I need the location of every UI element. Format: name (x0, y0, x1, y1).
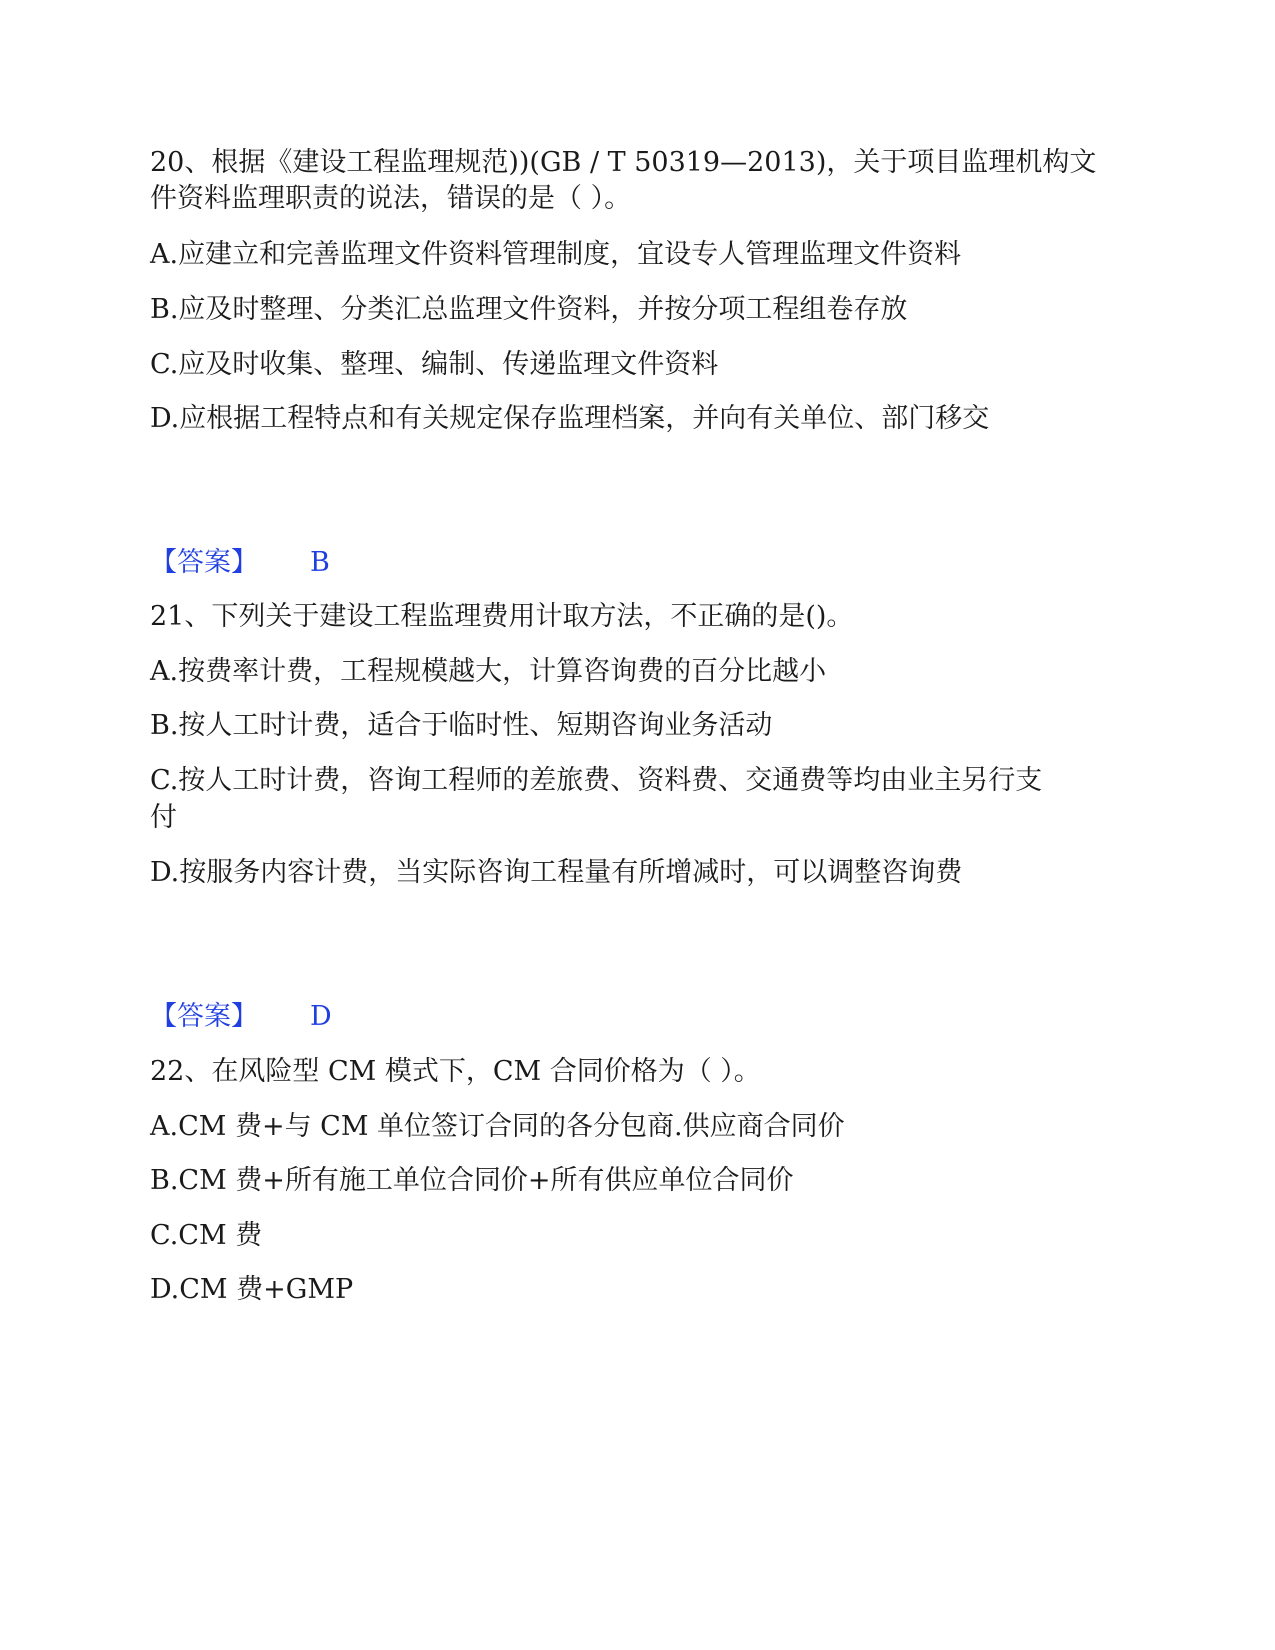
question-20-option-c: C.应及时收集、整理、编制、传递监理文件资料 (150, 349, 719, 380)
question-22-option-c: C.CM 费 (150, 1220, 263, 1251)
question-21-stem: 21、下列关于建设工程监理费用计取方法，不正确的是()。 (150, 601, 854, 632)
question-21-option-a: A.按费率计费，工程规模越大，计算咨询费的百分比越小 (150, 656, 827, 687)
question-20-option-b: B.应及时整理、分类汇总监理文件资料，并按分项工程组卷存放 (150, 294, 908, 325)
question-21-option-b: B.按人工时计费，适合于临时性、短期咨询业务活动 (150, 710, 773, 741)
question-22-option-d: D.CM 费+GMP (150, 1274, 354, 1305)
question-20-stem-line-1: 20、根据《建设工程监理规范))(GB / T 50319—2013)，关于项目监理机构文 (150, 147, 1097, 178)
question-22-option-b: B.CM 费+所有施工单位合同价+所有供应单位合同价 (150, 1165, 794, 1196)
question-22-option-a: A.CM 费+与 CM 单位签订合同的各分包商.供应商合同价 (150, 1111, 845, 1142)
question-22-stem: 22、在风险型 CM 模式下，CM 合同价格为（ ）。 (150, 1056, 761, 1087)
question-21-option-d: D.按服务内容计费，当实际咨询工程量有所增减时，可以调整咨询费 (150, 857, 963, 888)
question-20-option-a: A.应建立和完善监理文件资料管理制度，宜设专人管理监理文件资料 (150, 239, 962, 270)
answer-label: 【答案】 (150, 1001, 258, 1032)
question-20-answer (150, 546, 330, 580)
answer-value: D (310, 1001, 332, 1032)
answer-value: B (310, 547, 330, 578)
question-20-option-d: D.应根据工程特点和有关规定保存监理档案，并向有关单位、部门移交 (150, 403, 990, 434)
question-21-answer (150, 1000, 332, 1034)
question-21-option-c-line-2: 付 (150, 802, 177, 833)
answer-label: 【答案】 (150, 547, 258, 578)
question-21-option-c-line-1: C.按人工时计费，咨询工程师的差旅费、资料费、交通费等均由业主另行支 (150, 765, 1043, 796)
question-20-stem-line-2: 件资料监理职责的说法，错误的是（ ）。 (150, 183, 632, 214)
